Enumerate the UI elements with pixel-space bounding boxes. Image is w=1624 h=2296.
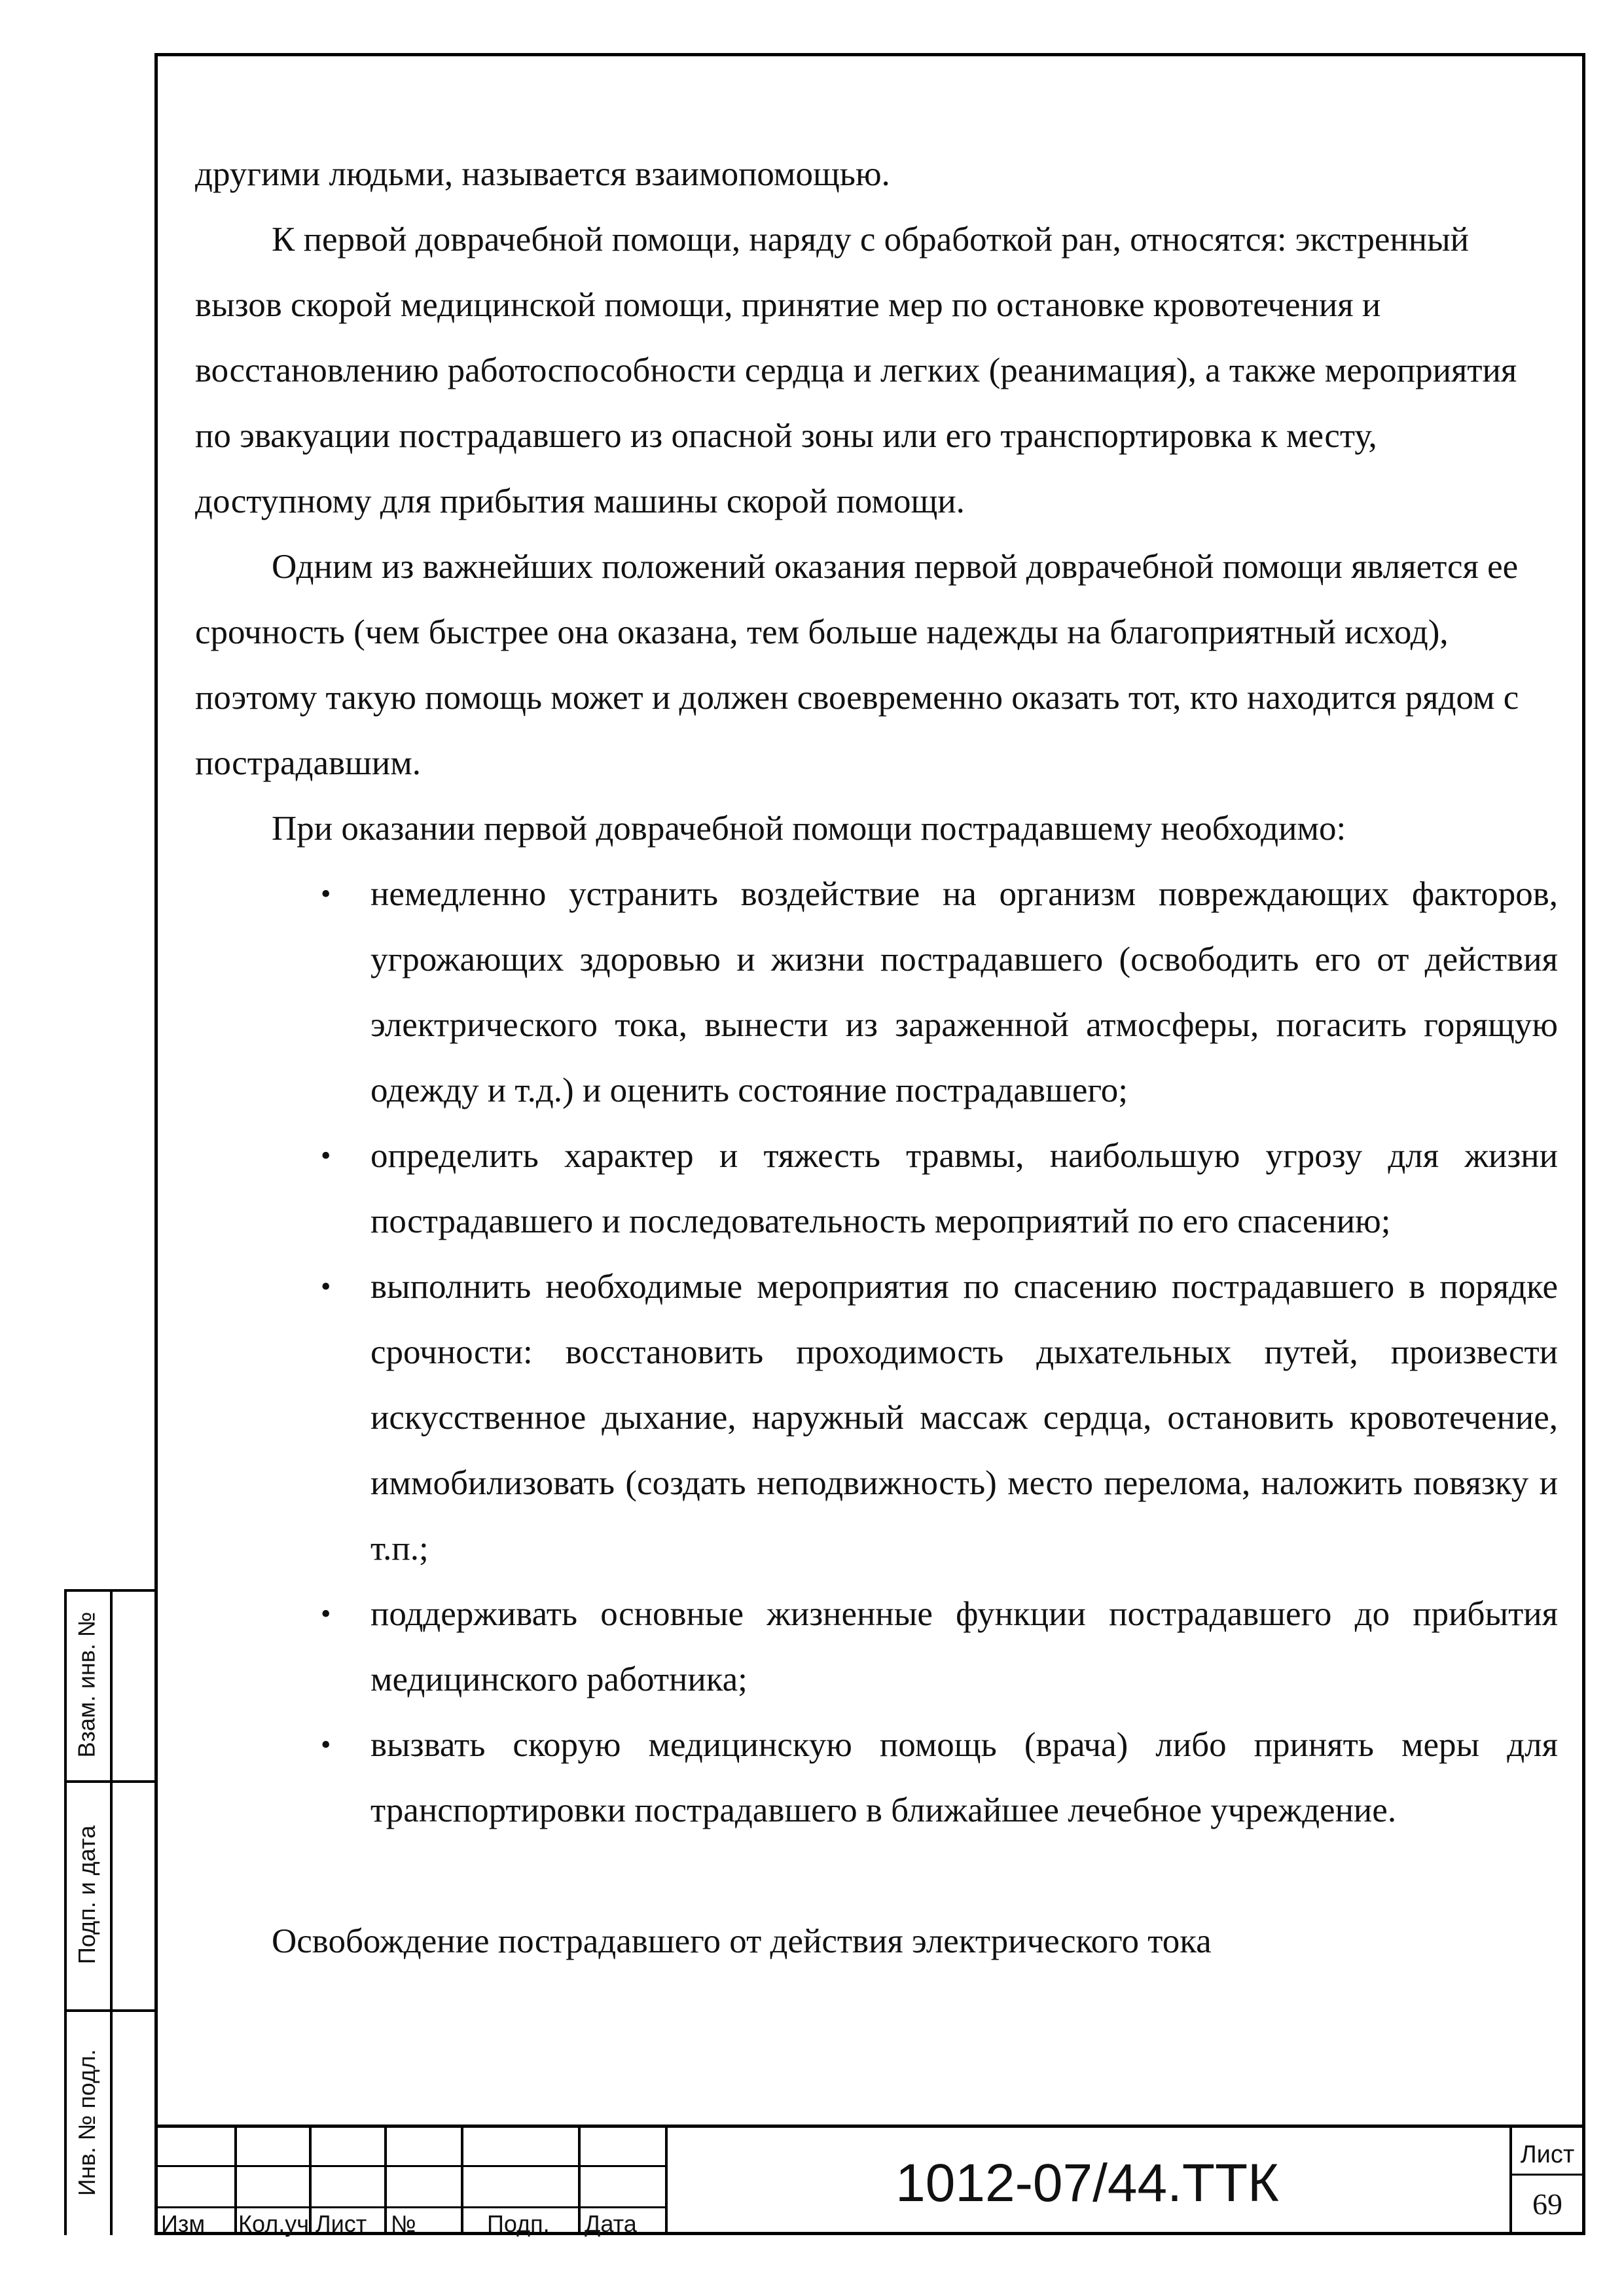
sheet-number: 69 [1532, 2187, 1562, 2221]
paragraph-2: К первой доврачебной помощи, наряду с обработкой ран, относятся: экстренный вызов скорой медицинской помощи, принятие мер по остановке кровотечения и восстановлению работоспособности сердца и легких (реанимация), а также мероприятия по эвакуации пострадавшего из опасной зоны или его транспортировка к месту, доступному для прибытия машины скорой помощи. [195, 221, 1517, 520]
document-code: 1012-07/44.ТТК [895, 2153, 1279, 2213]
bullet-icon: • [321, 878, 331, 910]
side-stamp-divider [110, 1589, 113, 2235]
paragraph-3: Одним из важнейших положений оказания первой доврачебной помощи является ее срочность (чем быстрее она оказана, тем больше надежды на благоприятный исход), поэтому такую помощь может и должен своевременно оказать тот, кто находится рядом с пострадавшим. [195, 548, 1519, 782]
list-item-text: немедленно устранить воздействие на организм повреждающих факторов, угрожающих здоровью и жизни пострадавшего (освободить его от действия электрического тока, вынести из зараженной атмосферы, погасить горящую одежду и т.д.) и оценить состояние пострадавшего; [370, 875, 1558, 1109]
list-item [195, 1581, 1558, 1712]
list-item [195, 1254, 1558, 1581]
paragraph-1: другими людьми, называется взаимопомощью. [195, 155, 890, 193]
bullet-icon: • [321, 1598, 331, 1630]
list-item-text: выполнить необходимые мероприятия по спасению пострадавшего в порядке срочности: восстановить проходимость дыхательных путей, произвести искусственное дыхание, наружный массаж сердца, остановить кровотечение, иммобилизовать (создать неподвижность) место перелома, наложить повязку и т.п.; [370, 1268, 1558, 1568]
paragraph-4: При оказании первой доврачебной помощи пострадавшему необходимо: [272, 810, 1346, 848]
inv-podl-label: Инв. № подл. [73, 2049, 100, 2196]
bullet-list [195, 861, 1558, 1843]
section-heading: Освобождение пострадавшего от действия электрического тока [272, 1922, 1212, 1960]
list-item [195, 1712, 1558, 1843]
vzam-inv-label: Взам. инв. № [73, 1611, 100, 1758]
list-item [195, 1123, 1558, 1254]
title-block-rule [154, 2165, 665, 2167]
bullet-icon: • [321, 1729, 331, 1761]
list-item [195, 861, 1558, 1123]
podp-data-cell [64, 1780, 110, 2009]
title-block-rule [1509, 2174, 1585, 2176]
bullet-icon: • [321, 1270, 331, 1302]
num-label: № [391, 2210, 416, 2237]
list-item-text: определить характер и тяжесть травмы, наибольшую угрозу для жизни пострадавшего и последовательность мероприятий по его спасению; [370, 1137, 1558, 1240]
title-block-rule [154, 2206, 665, 2208]
side-stamp [64, 1589, 156, 2235]
list-item-text: вызвать скорую медицинскую помощь (врача) либо принять меры для транспортировки пострадавшего в ближайшее лечебное учреждение. [370, 1726, 1558, 1829]
kol-uch-label: Кол.уч [238, 2210, 309, 2237]
title-block [154, 2125, 1585, 2235]
document-body [195, 141, 1558, 1974]
sheet-label: Лист [1520, 2141, 1575, 2168]
data-label: Дата [585, 2210, 637, 2237]
izm-label: Изм [161, 2210, 206, 2237]
podp-data-label: Подп. и дата [73, 1825, 100, 1965]
podp-label: Подп. [487, 2210, 550, 2237]
bullet-icon: • [321, 1139, 331, 1172]
inv-podl-cell [64, 2009, 110, 2235]
list-label: Лист [316, 2210, 367, 2237]
vzam-inv-cell [64, 1589, 110, 1780]
list-item-text: поддерживать основные жизненные функции пострадавшего до прибытия медицинского работника; [370, 1595, 1558, 1698]
